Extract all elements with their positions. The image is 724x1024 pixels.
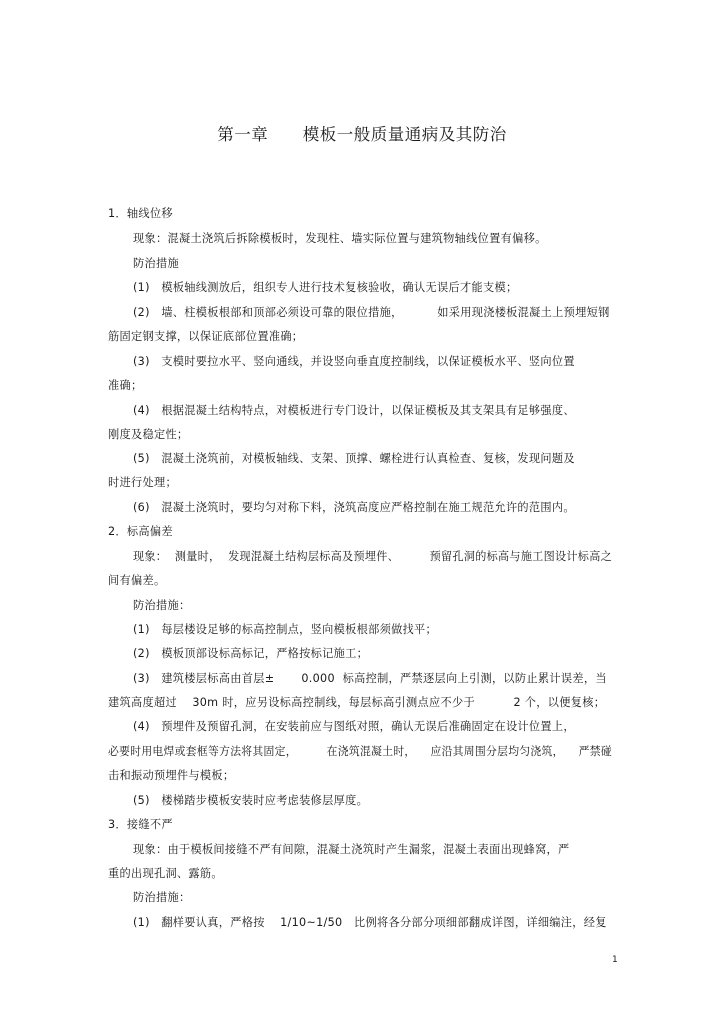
list-item: (5) 混凝土浇筑前，对模板轴线、支架、顶撑、螺栓进行认真检查、复核，发现问题及 xyxy=(133,452,575,465)
list-item: (4) 根据混凝土结构特点，对模板进行专门设计，以保证模板及其支架具有足够强度、 xyxy=(133,404,575,417)
paragraph-line: 现象：混凝土浇筑后拆除模板时，发现柱、墙实际位置与建筑物轴线位置有偏移。 xyxy=(133,232,547,245)
list-item: (3) 建筑楼层标高由首层± 0.000 标高控制，严禁逐层向上引测，以防止累计误差，当 xyxy=(133,672,607,685)
list-item-continuation: 准确； xyxy=(108,379,143,392)
subheading: 防治措施： xyxy=(133,891,191,904)
list-item: (3) 支模时要拉水平、竖向通线，并设竖向垂直度控制线，以保证模板水平、竖向位置 xyxy=(133,355,575,368)
paragraph-continuation: 重的出现孔洞、露筋。 xyxy=(108,867,223,880)
paragraph-line: 现象： 测量时， 发现混凝土结构层标高及预埋件、 预留孔洞的标高与施工图设计标高之 xyxy=(133,550,612,563)
list-item-continuation: 刚度及稳定性； xyxy=(108,428,189,441)
list-item: (1) 模板轴线测放后，组织专人进行技术复核验收，确认无误后才能支模； xyxy=(133,281,518,294)
list-item-continuation: 筋固定钢支撑，以保证底部位置准确； xyxy=(108,330,304,343)
list-item-continuation: 击和振动预埋件与模板； xyxy=(108,769,235,782)
page-number: 1 xyxy=(612,955,618,965)
subheading: 防治措施 xyxy=(133,257,179,270)
list-item: (4) 预埋件及预留孔洞，在安装前应与图纸对照，确认无误后准确固定在设计位置上， xyxy=(133,720,575,733)
list-item: (1) 每层楼设足够的标高控制点，竖向模板根部须做找平； xyxy=(133,623,438,636)
section-heading: 3．接缝不严 xyxy=(108,818,173,831)
list-item: (2) 墙、柱模板根部和顶部必须设可靠的限位措施， 如采用现浇楼板混凝土上预埋短钢 xyxy=(133,306,610,319)
list-item-continuation: 时进行处理； xyxy=(108,476,177,489)
list-item: (5) 楼梯踏步模板安装时应考虑装修层厚度。 xyxy=(133,794,369,807)
list-item: (1) 翻样要认真，严格按 1/10~1/50 比例将各分部分项细部翻成详图，详细编注，经复 xyxy=(133,916,607,929)
paragraph-continuation: 间有偏差。 xyxy=(108,574,166,587)
chapter-title: 第一章 模板一般质量通病及其防治 xyxy=(217,125,507,144)
section-heading: 1．轴线位移 xyxy=(108,207,173,220)
section-heading: 2．标高偏差 xyxy=(108,525,173,538)
paragraph-line: 现象：由于模板间接缝不严有间隙，混凝土浇筑时产生漏浆，混凝土表面出现蜂窝，严 xyxy=(133,843,570,856)
list-item-continuation: 必要时用电焊或套框等方法将其固定， 在浇筑混凝土时， 应沿其周围分层均匀浇筑， 严禁碰 xyxy=(108,745,612,758)
subheading: 防治措施： xyxy=(133,599,191,612)
list-item: (2) 模板顶部设标高标记，严格按标记施工； xyxy=(133,647,369,660)
list-item-continuation: 建筑高度超过 30m 时，应另设标高控制线，每层标高引测点应不少于 2 个，以便复核； xyxy=(108,696,606,709)
list-item: (6) 混凝土浇筑时，要均匀对称下料，浇筑高度应严格控制在施工规范允许的范围内。 xyxy=(133,501,575,514)
